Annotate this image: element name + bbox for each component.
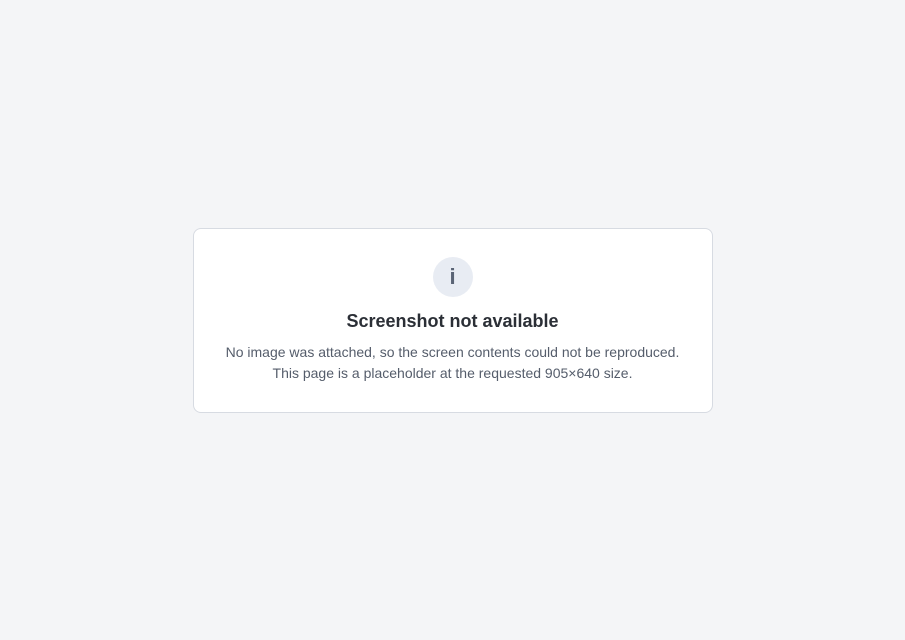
placeholder-notice bbox=[193, 228, 713, 413]
notice-title: Screenshot not available bbox=[346, 310, 559, 331]
notice-body: No image was attached, so the screen contents could not be reproduced. This page is a placeholder at the requested 905×640 size. bbox=[225, 343, 680, 381]
info-icon: i bbox=[433, 257, 473, 297]
